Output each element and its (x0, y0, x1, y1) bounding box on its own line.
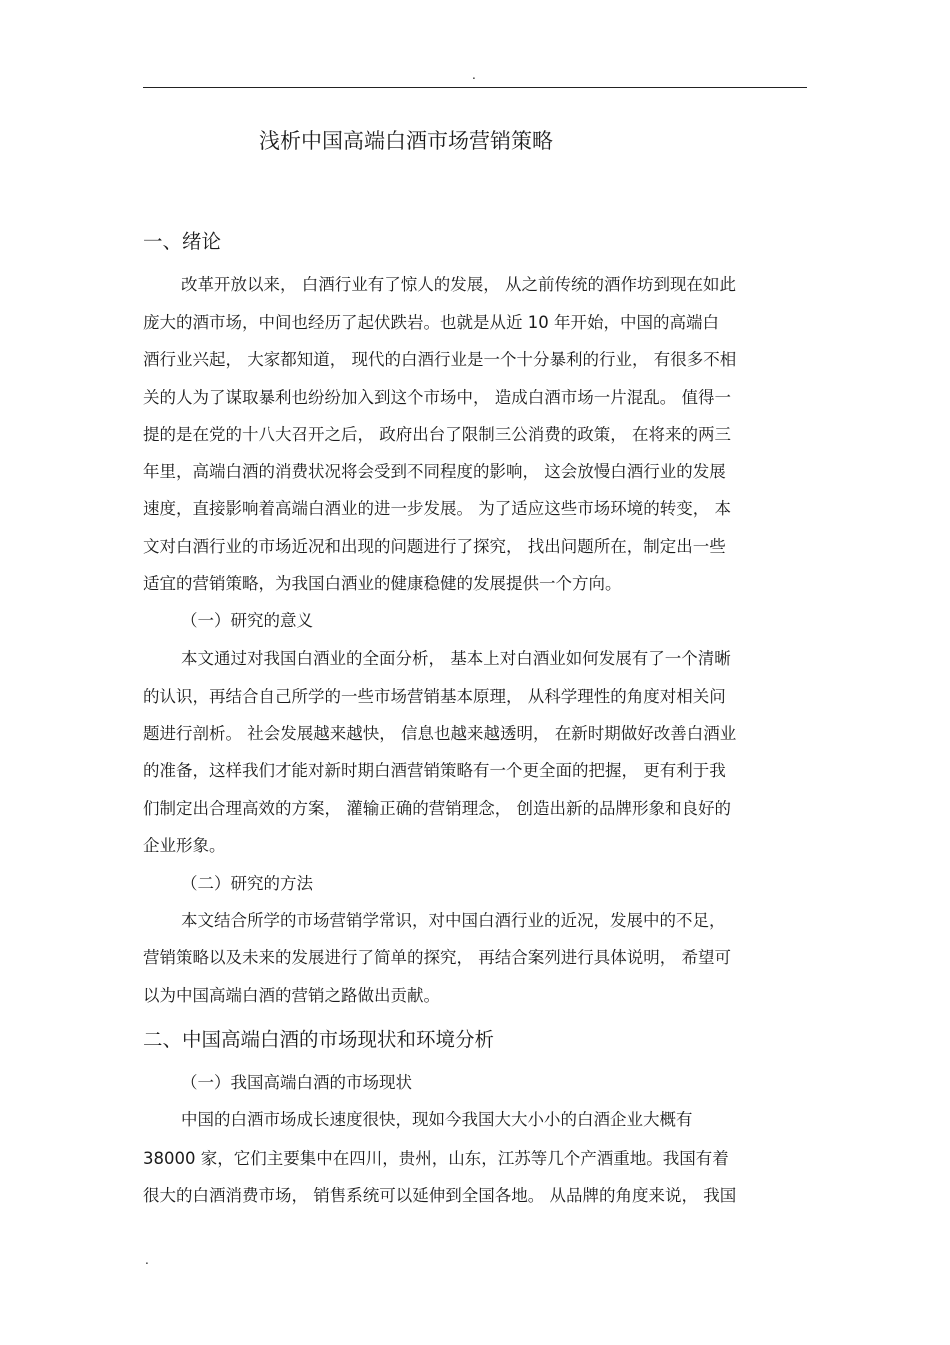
paragraph-line: 酒行业兴起， 大家都知道， 现代的白酒行业是一个十分暴利的行业， 有很多不相 (143, 350, 737, 369)
paragraph-line: 38000 家，它们主要集中在四川，贵州，山东，江苏等几个产酒重地。我国有着 (143, 1149, 729, 1168)
header-rule (143, 87, 807, 88)
paragraph-line: 很大的白酒消费市场， 销售系统可以延伸到全国各地。 从品牌的角度来说， 我国 (143, 1186, 737, 1205)
subsection-heading: （二）研究的方法 (181, 874, 313, 893)
paragraph-line: 中国的白酒市场成长速度很快，现如今我国大大小小的白酒企业大概有 (181, 1110, 693, 1129)
paragraph-line: 题进行剖析。 社会发展越来越快， 信息也越来越透明， 在新时期做好改善白酒业 (143, 724, 737, 743)
paragraph-line: 速度，直接影响着高端白酒业的进一步发展。 为了适应这些市场环境的转变， 本 (143, 499, 731, 518)
paragraph-line: 以为中国高端白酒的营销之路做出贡献。 (143, 986, 440, 1005)
paragraph-line: 关的人为了谋取暴利也纷纷加入到这个市场中， 造成白酒市场一片混乱。 值得一 (143, 388, 731, 407)
paragraph-line: 年里，高端白酒的消费状况将会受到不同程度的影响， 这会放慢白酒行业的发展 (143, 462, 726, 481)
paragraph-line: 提的是在党的十八大召开之后， 政府出台了限制三公消费的政策， 在将来的两三 (143, 425, 731, 444)
paragraph-line: 庞大的酒市场，中间也经历了起伏跌岩。也就是从近 10 年开始，中国的高端白 (143, 313, 719, 332)
paragraph-line: 适宜的营销策略，为我国白酒业的健康稳健的发展提供一个方向。 (143, 574, 622, 593)
subsection-heading: （一）我国高端白酒的市场现状 (181, 1073, 412, 1092)
paragraph-line: 本文结合所学的市场营销学常识，对中国白酒行业的近况，发展中的不足， (181, 911, 726, 930)
subsection-heading: （一）研究的意义 (181, 611, 313, 630)
paragraph-line: 文对白酒行业的市场近况和出现的问题进行了探究， 找出问题所在，制定出一些 (143, 537, 726, 556)
section-heading: 一、绪论 (143, 230, 222, 253)
paragraph-line: 改革开放以来， 白酒行业有了惊人的发展， 从之前传统的酒作坊到现在如此 (181, 275, 736, 294)
document-title: 浅析中国高端白酒市场营销策略 (259, 129, 553, 153)
paragraph-line: 的认识，再结合自己所学的一些市场营销基本原理， 从科学理性的角度对相关问 (143, 687, 726, 706)
header-mark: . (472, 68, 476, 82)
paragraph-line: 营销策略以及未来的发展进行了简单的探究， 再结合案列进行具体说明， 希望可 (143, 948, 731, 967)
paragraph-line: 企业形象。 (143, 836, 226, 855)
footer-mark: . (145, 1253, 149, 1267)
paragraph-line: 本文通过对我国白酒业的全面分析， 基本上对白酒业如何发展有了一个清晰 (181, 649, 731, 668)
section-heading: 二、中国高端白酒的市场现状和环境分析 (143, 1028, 495, 1051)
paragraph-line: 的准备，这样我们才能对新时期白酒营销策略有一个更全面的把握， 更有利于我 (143, 761, 726, 780)
paragraph-line: 们制定出合理高效的方案， 灌输正确的营销理念， 创造出新的品牌形象和良好的 (143, 799, 731, 818)
